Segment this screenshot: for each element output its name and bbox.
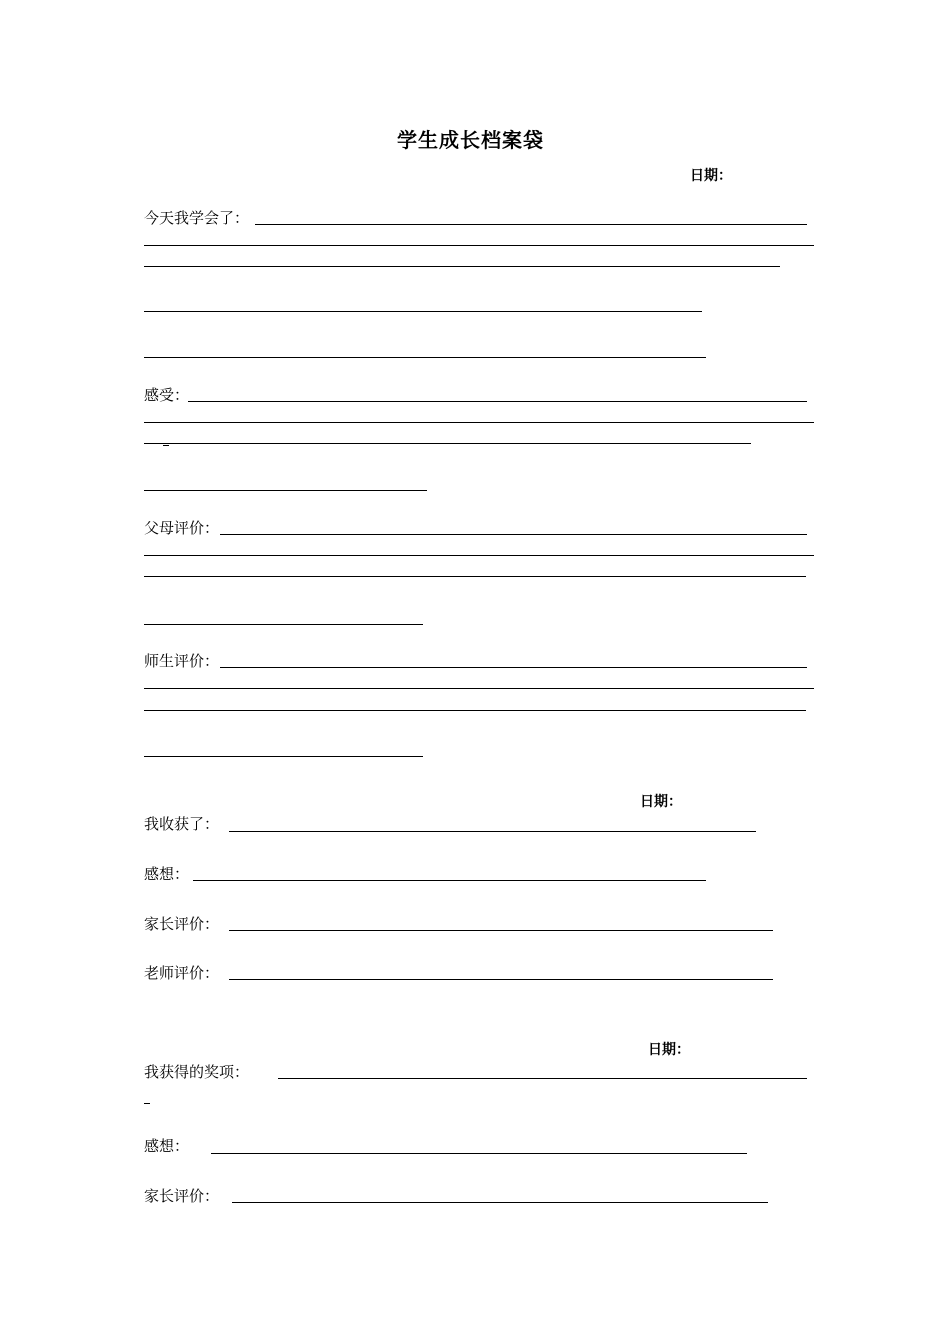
awards-input-line[interactable]	[278, 1078, 807, 1079]
teacher-eval-input-line-2[interactable]	[144, 688, 814, 689]
thoughts-label-2: 感想：	[144, 865, 190, 883]
parent-eval-label-1: 父母评价：	[144, 519, 220, 537]
feeling-input-line-2[interactable]	[144, 422, 814, 423]
parent-eval-input-line-s2[interactable]	[229, 930, 773, 931]
parent-eval-label-3: 家长评价：	[144, 1187, 220, 1205]
teacher-eval-input-line[interactable]	[220, 667, 807, 668]
parent-eval-input-line-3[interactable]	[144, 576, 806, 577]
gained-input-line[interactable]	[229, 831, 756, 832]
feeling-label: 感受：	[144, 386, 190, 404]
feeling-input-line-4[interactable]	[144, 490, 427, 491]
feeling-input-line[interactable]	[188, 401, 807, 402]
awards-label: 我获得的奖项：	[144, 1063, 250, 1081]
learned-input-line-4[interactable]	[144, 311, 702, 312]
learned-label: 今天我学会了：	[144, 209, 250, 227]
learned-input-line-3[interactable]	[144, 266, 780, 267]
parent-eval-label-2: 家长评价：	[144, 915, 220, 933]
parent-eval-input-line[interactable]	[220, 534, 807, 535]
gained-label: 我收获了：	[144, 815, 220, 833]
parent-eval-input-line-4[interactable]	[144, 624, 423, 625]
thoughts-input-line-2[interactable]	[193, 880, 706, 881]
teacher-eval-input-line-s2[interactable]	[229, 979, 773, 980]
date-label-1: 日期：	[690, 168, 732, 184]
parent-eval-input-line-2[interactable]	[144, 555, 814, 556]
date-label-2: 日期：	[640, 794, 682, 810]
date-label-3: 日期：	[648, 1042, 690, 1058]
teacher-eval-input-line-4[interactable]	[144, 756, 423, 757]
teacher-eval-label-1: 师生评价：	[144, 652, 220, 670]
thoughts-input-line-3[interactable]	[211, 1153, 747, 1154]
thoughts-label-3: 感想：	[144, 1137, 190, 1155]
learned-input-line-2[interactable]	[144, 245, 814, 246]
page-title: 学生成长档案袋	[397, 128, 544, 152]
learned-input-line[interactable]	[255, 224, 807, 225]
stray-mark	[163, 445, 169, 446]
awards-input-line-2[interactable]	[144, 1103, 150, 1104]
feeling-input-line-3[interactable]	[144, 443, 751, 444]
learned-input-line-5[interactable]	[144, 357, 706, 358]
teacher-eval-input-line-3[interactable]	[144, 710, 806, 711]
teacher-eval-label-2: 老师评价：	[144, 964, 220, 982]
parent-eval-input-line-s3[interactable]	[232, 1202, 768, 1203]
